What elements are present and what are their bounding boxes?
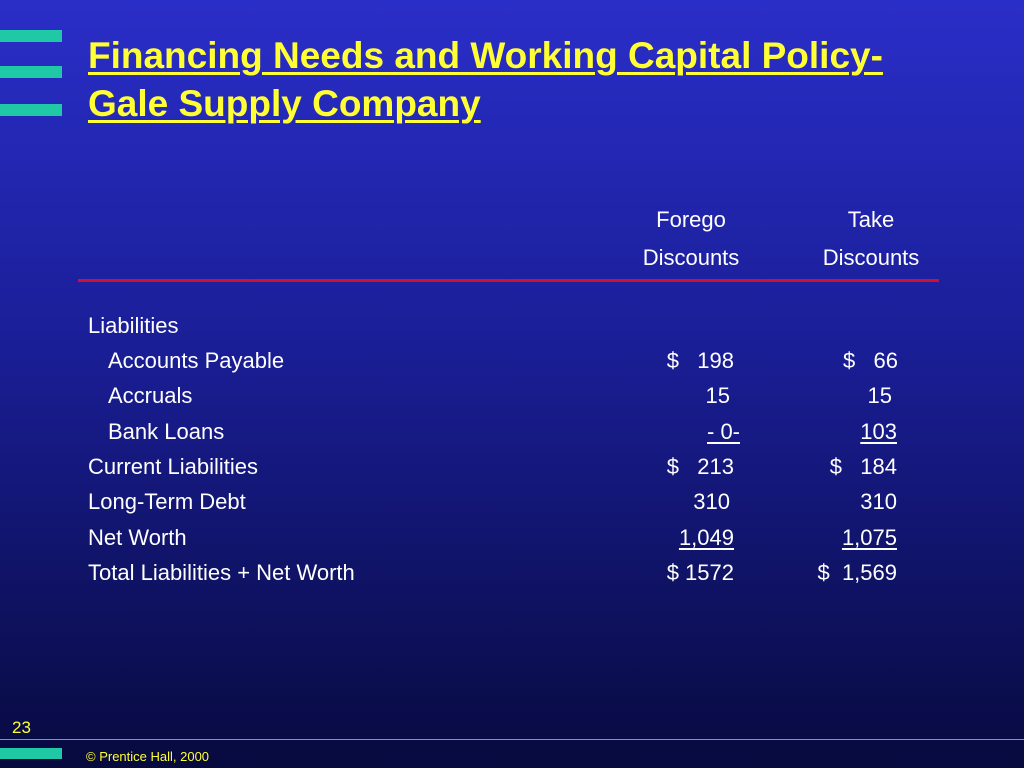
row-label: Liabilities: [88, 313, 179, 338]
forego-value: $ 1572: [666, 560, 734, 585]
forego-value: 15: [705, 383, 730, 408]
decorative-bar: [0, 66, 62, 78]
column-header-forego: [636, 207, 746, 271]
slide-title-line-2: Gale Supply Company: [88, 83, 481, 124]
column-header-take: [806, 207, 936, 271]
table-row: [0, 454, 1024, 489]
forego-value: $ 213: [666, 454, 734, 479]
row-label: Long-Term Debt: [88, 489, 246, 514]
footer-bar: [0, 748, 62, 759]
table-row: [0, 419, 1024, 454]
take-value: 310: [860, 489, 897, 514]
take-value: $ 66: [842, 348, 898, 373]
table-row: [0, 525, 1024, 560]
page-number: 23: [12, 718, 31, 737]
column-header-take-line-1: Take: [847, 207, 895, 232]
column-header-forego-line-1: Forego: [656, 207, 726, 232]
slide-title: [88, 32, 968, 128]
table-row: [0, 489, 1024, 524]
table-row: [0, 313, 1024, 348]
forego-value: 310: [693, 489, 730, 514]
table-row: [0, 383, 1024, 418]
header-divider: [78, 279, 939, 282]
row-label: Current Liabilities: [88, 454, 258, 479]
copyright-text: © Prentice Hall, 2000: [86, 749, 210, 764]
row-label: Total Liabilities + Net Worth: [88, 560, 355, 585]
table-row: [0, 348, 1024, 383]
column-header-forego-line-2: Discounts: [642, 245, 740, 270]
footer-divider: [0, 739, 1024, 740]
row-label: Net Worth: [88, 525, 187, 550]
decorative-bar: [0, 30, 62, 42]
take-value: 15: [867, 383, 892, 408]
row-label: Accruals: [108, 383, 193, 408]
row-label: Accounts Payable: [108, 348, 285, 373]
take-value: 1,075: [841, 525, 897, 550]
forego-value: 1,049: [678, 525, 734, 550]
take-value: $ 184: [829, 454, 897, 479]
take-value: 103: [860, 419, 897, 444]
slide-title-line-1: Financing Needs and Working Capital Policy-: [88, 35, 883, 76]
take-value: $ 1,569: [817, 560, 897, 585]
decorative-bar: [0, 104, 62, 116]
table-row: [0, 560, 1024, 595]
row-label: Bank Loans: [108, 419, 225, 444]
forego-value: - 0-: [707, 419, 740, 444]
forego-value: $ 198: [666, 348, 734, 373]
column-header-take-line-2: Discounts: [822, 245, 920, 270]
